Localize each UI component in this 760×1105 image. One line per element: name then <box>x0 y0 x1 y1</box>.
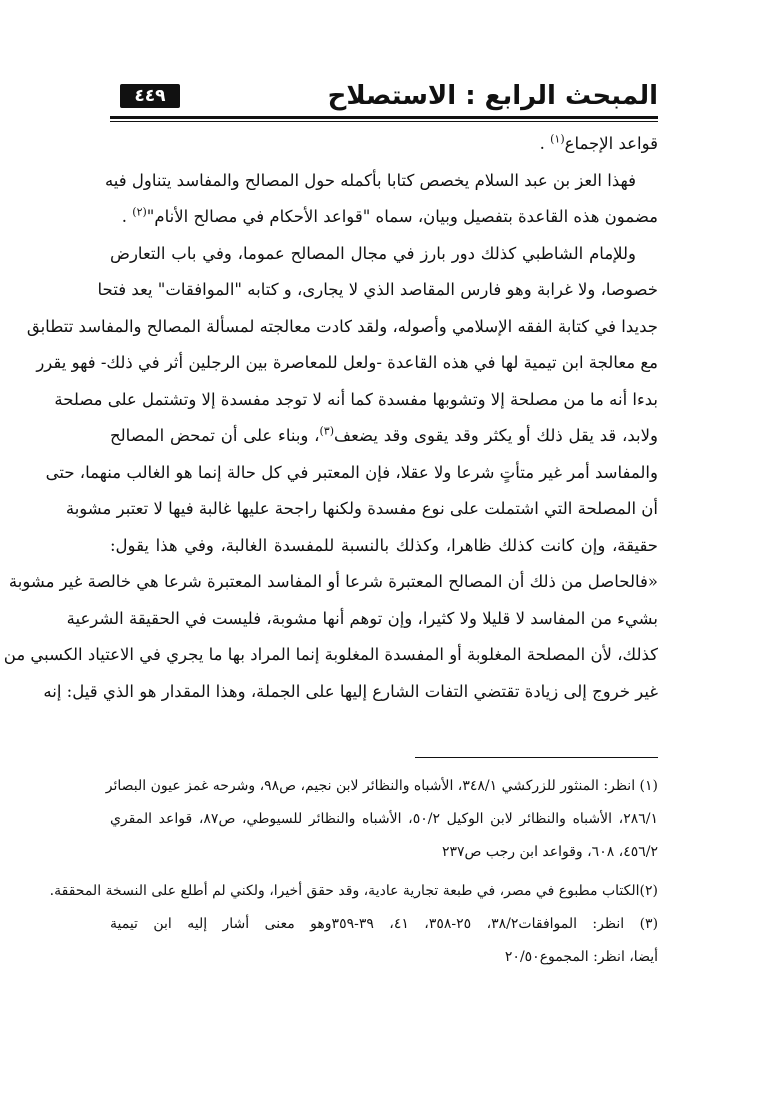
body-line <box>36 345 658 382</box>
body-line-text: غير خروج إلى زيادة تقتضي التفات الشارع إليها على الجملة، وهذا المقدار هو الذي قيل: إنه <box>43 681 658 701</box>
body-line-text: جديدا في كتابة الفقه الإسلامي وأصوله، ولقد كادت معالجته لمسألة المصالح والمفاسد تتطابق <box>26 316 658 336</box>
body-line <box>110 126 658 163</box>
body-line-text: ولابد، قد يقل ذلك أو يكثر وقد يقوى وقد يضعف <box>334 426 658 445</box>
body-line <box>110 199 658 236</box>
body-line <box>65 491 658 528</box>
body-line <box>26 309 658 346</box>
chapter-title: المبحث الرابع : الاستصلاح <box>327 81 658 111</box>
body-line-text: والمفاسد أمر غير متأتٍ شرعا ولا عقلا، فإن المعتبر في كل حالة إنما هو الغالب منهما، حتى <box>45 462 658 482</box>
body-line-text: «فالحاصل من ذلك أن المصالح المعتبرة شرعا أو المفاسد المعتبرة شرعا هي خالصة غير مشوبة <box>8 572 658 591</box>
footnote-line: (٢)الكتاب مطبوع في مصر، في طبعة تجارية عادية، وقد حقق أخيرا، ولكني لم أطلع على النسخة المحققة. <box>49 883 658 899</box>
body-line <box>45 455 658 492</box>
body-line <box>54 382 658 419</box>
footnote-line: (١) انظر: المنثور للزركشي ٣٤٨/١، الأشباه والنظائر لابن نجيم، ص٩٨، وشرحه غمز عيون البصائر <box>105 778 658 794</box>
body-line-tail: . <box>121 207 133 226</box>
footnote-marker: (١) <box>550 132 565 146</box>
body-line-tail: . <box>539 134 551 153</box>
body-line-text: كذلك، لأن المصلحة المغلوبة أو المفسدة المغلوبة إنما المراد بها ما يجري في الاعتياد الكسبي من <box>3 645 658 664</box>
body-line-text: وللإمام الشاطبي كذلك دور بارز في مجال المصالح عموما، وفي باب التعارض <box>110 243 636 263</box>
body-line-tail: ، وبناء على أن تمحض المصالح <box>110 426 320 445</box>
body-line-text: حقيقة، وإن كانت كذلك ظاهرا، وكذلك بالنسبة للمفسدة الغالبة، وفي هذا يقول: <box>110 535 658 555</box>
body-line <box>110 528 658 565</box>
body-line-text: خصوصا، ولا غرابة وهو فارس المقاصد الذي لا يجارى، و كتابه "الموافقات" يعد فتحا <box>97 280 658 299</box>
footnote-line: أيضا، انظر: المجموع٢٠/٥٠ <box>504 949 658 965</box>
footnote-marker: (٣) <box>319 424 335 438</box>
page-header <box>110 78 658 120</box>
footnote-line: (٣) انظر: الموافقات٣٨/٢، ٢٥-٣٥٨، ٤١، ٣٩-٣٥٩وهو معنى أشار إليه ابن تيمية <box>110 916 659 932</box>
body-line-text: بشيء من المفاسد لا قليلا ولا كثيرا، وإن توهم أنها مشوبة، فليست في الحقيقة الشرعية <box>66 608 658 628</box>
body-line <box>8 564 658 601</box>
footnotes <box>49 770 659 974</box>
header-rule <box>110 116 658 119</box>
footnote-line: ٤٥٦/٢، ٦٠٨، وقواعد ابن رجب ص٢٣٧ <box>441 844 658 860</box>
body-line-text: قواعد الإجماع <box>564 134 658 153</box>
body-line-text: مضمون هذه القاعدة بتفصيل وبيان، سماه "قواعد الأحكام في مصالح الأنام" <box>146 207 658 226</box>
body-line-text: أن المصلحة التي اشتملت على نوع مفسدة ولكنها راجحة عليها غالبة فيها لا تعتبر مشوبة <box>65 499 658 518</box>
body-line <box>43 674 658 711</box>
body-line <box>110 236 658 273</box>
footnote-marker: (٢) <box>132 205 147 219</box>
body-line <box>3 637 658 674</box>
header-rule-thin <box>110 121 658 122</box>
footnote-separator <box>415 757 658 758</box>
body-line <box>104 163 658 200</box>
body-line <box>97 272 658 309</box>
footnote-line: ٢٨٦/١، الأشباه والنظائر لابن الوكيل ٥٠/٢، الأشباه والنظائر للسيوطي، ص٨٧، قواعد المقري <box>110 811 658 827</box>
page-number: ٤٤٩ <box>120 84 180 108</box>
body-text <box>3 126 658 710</box>
body-line-text: فهذا العز بن عبد السلام يخصص كتابا بأكمله حول المصالح والمفاسد يتناول فيه <box>104 170 636 190</box>
body-line <box>66 601 658 638</box>
body-line-text: مع معالجة ابن تيمية لها في هذه القاعدة -ولعل للمعاصرة بين الرجلين أثر في ذلك- فهو يقرر <box>36 353 658 372</box>
body-line-text: بدءا أنه ما من مصلحة إلا وتشوبها مفسدة كما أنه لا توجد مفسدة إلا وتشتمل على مصلحة <box>54 389 658 409</box>
body-line <box>110 418 658 455</box>
